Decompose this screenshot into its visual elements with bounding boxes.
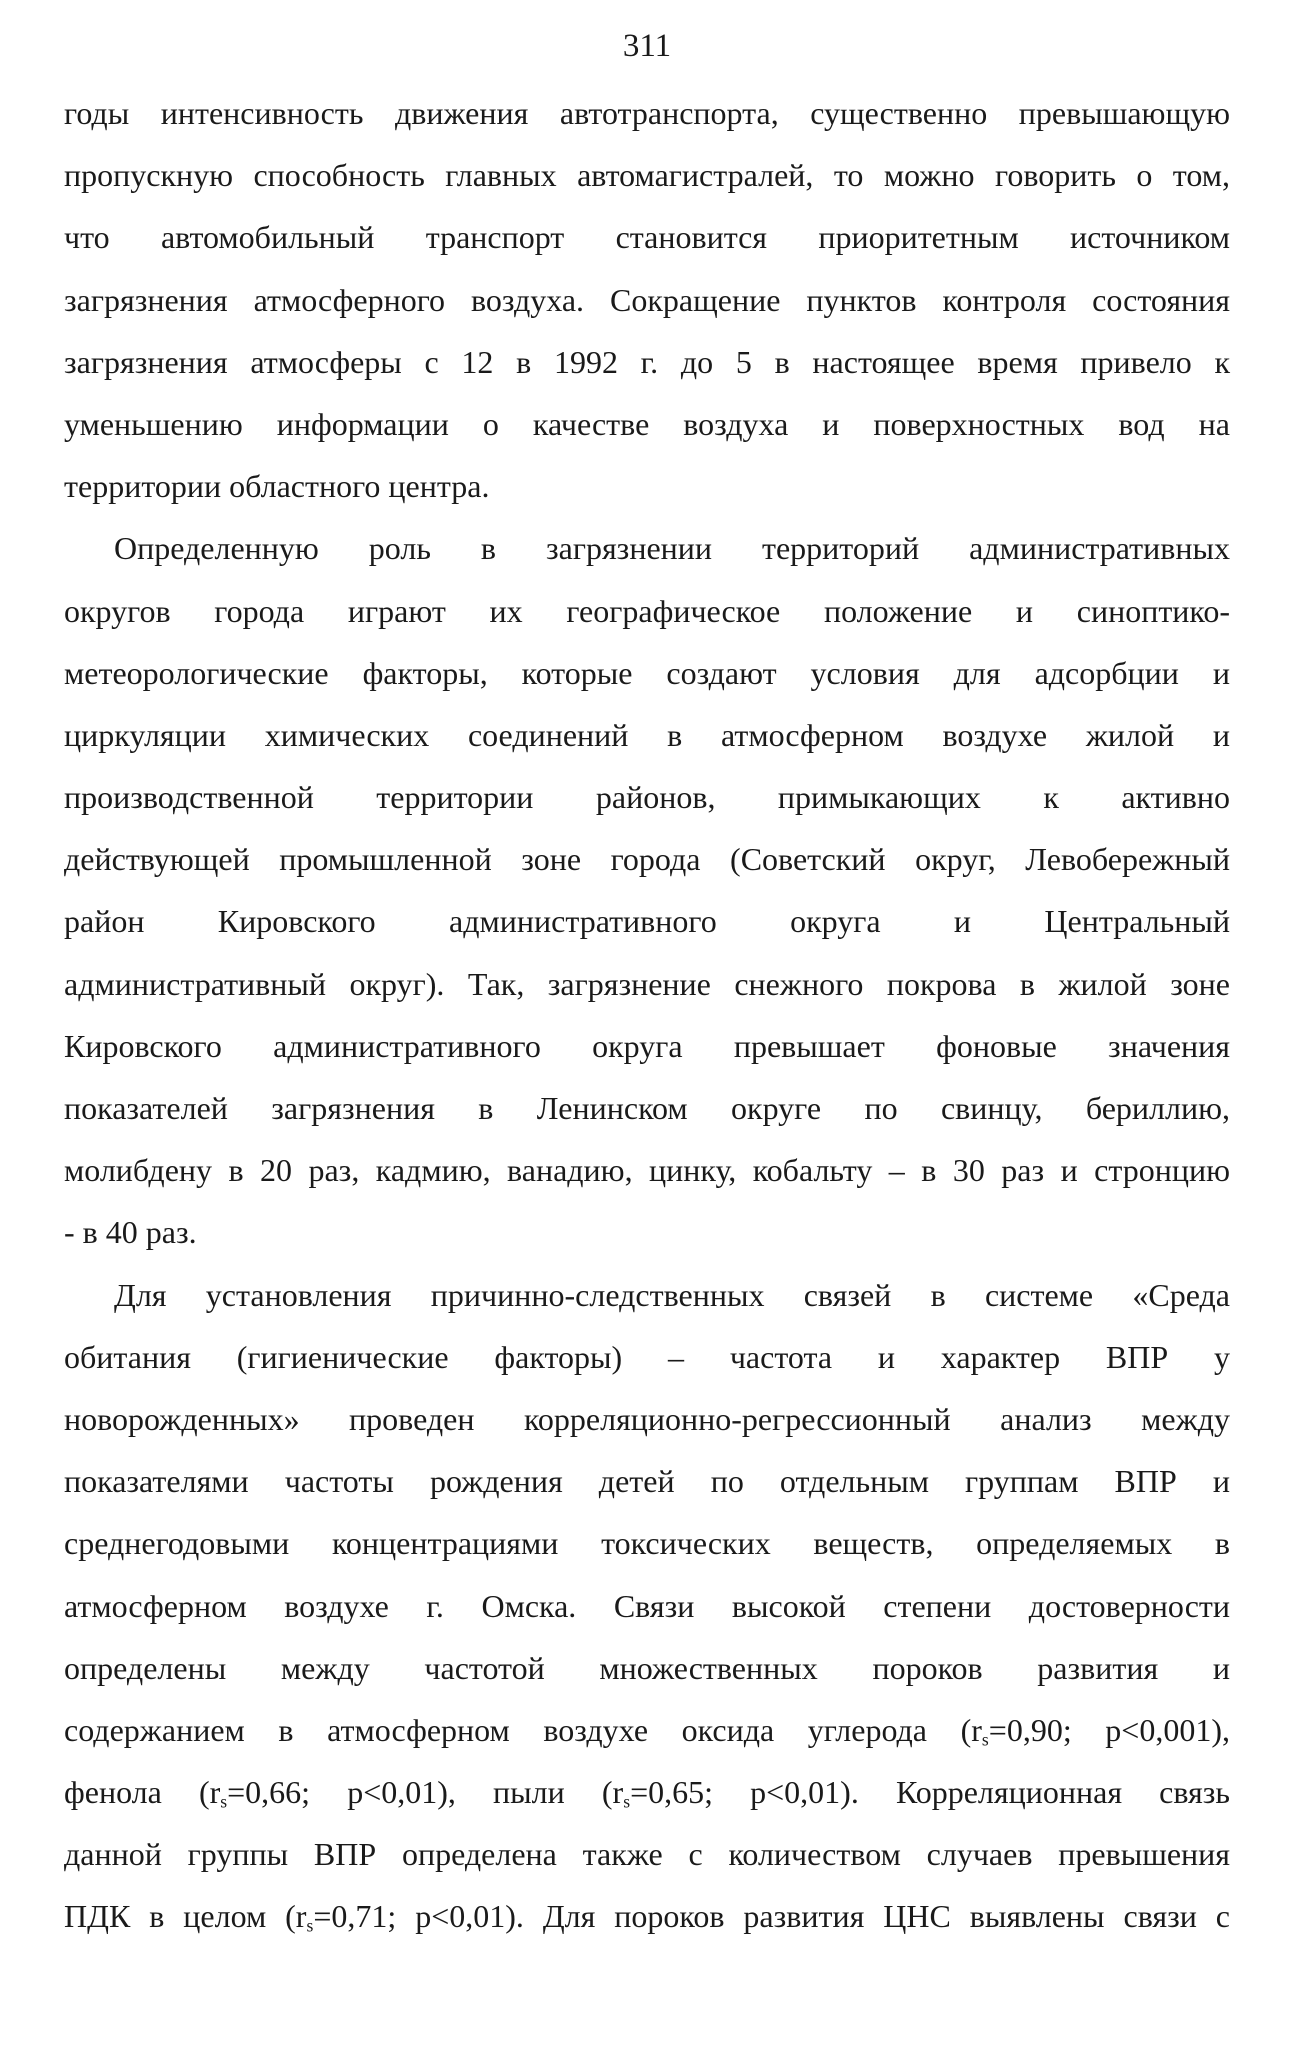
text-line: производственной территории районов, примыкающих к активно (64, 779, 1230, 816)
text-line: район Кировского административного округа и Центральный (64, 903, 1230, 940)
text-line: молибдену в 20 раз, кадмию, ванадию, цинку, кобальту – в 30 раз и стронцию (64, 1152, 1230, 1189)
text-line: новорожденных» проведен корреляционно-регрессионный анализ между (64, 1400, 1230, 1437)
subscript: s (220, 1791, 228, 1812)
text-line: административный округ). Так, загрязнение снежного покрова в жилой зоне (64, 965, 1230, 1002)
text-line: территории областного центра. (64, 468, 490, 505)
text-line: определены между частотой множественных пороков развития и (64, 1649, 1230, 1686)
text-fragment: =0,65; p<0,01). Корреляционная связь (630, 1774, 1231, 1811)
text-line: Для установления причинно-следственных связей в системе «Среда (114, 1276, 1230, 1313)
text-line: что автомобильный транспорт становится приоритетным источником (64, 219, 1230, 256)
text-line-rich (64, 1761, 1230, 1823)
text-fragment: содержанием в атмосферном воздухе оксида углерода (r (64, 1711, 982, 1748)
text-line: годы интенсивность движения автотранспорта, существенно превышающую (64, 95, 1230, 131)
text-line: - в 40 раз. (64, 1214, 197, 1251)
text-line-rich (64, 1699, 1230, 1761)
text-line: уменьшению информации о качестве воздуха и поверхностных вод на (64, 405, 1230, 442)
subscript: s (623, 1791, 631, 1812)
paragraph-3 (64, 1264, 1230, 1948)
text-fragment: =0,90; p<0,001), (988, 1711, 1230, 1748)
text-fragment: данной группы ВПР определена также с количеством случаев превышения (64, 1836, 1230, 1873)
text-line: загрязнения атмосферного воздуха. Сокращение пунктов контроля состояния (64, 281, 1230, 318)
text-line: обитания (гигиенические факторы) – частота и характер ВПР у (64, 1338, 1230, 1375)
text-line: действующей промышленной зоне города (Советский округ, Левобережный (64, 841, 1230, 878)
subscript: s (306, 1915, 314, 1936)
text-line: загрязнения атмосферы с 12 в 1992 г. до 5 в настоящее время привело к (64, 343, 1230, 380)
text-line: циркуляции химических соединений в атмосферном воздухе жилой и (64, 716, 1230, 753)
text-line: атмосферном воздухе г. Омска. Связи высокой степени достоверности (64, 1587, 1230, 1624)
text-line: метеорологические факторы, которые создают условия для адсорбции и (64, 654, 1230, 691)
text-line-rich (64, 1823, 1230, 1885)
text-line: пропускную способность главных автомагистралей, то можно говорить о том, (64, 157, 1230, 194)
text-line: показателями частоты рождения детей по отдельным группам ВПР и (64, 1463, 1230, 1500)
text-line: Определенную роль в загрязнении территорий административных (114, 530, 1230, 567)
text-line-rich (64, 1885, 1230, 1947)
text-fragment: =0,71; p<0,01). Для пороков развития ЦНС выявлены связи с (313, 1898, 1231, 1935)
paragraph-2 (64, 517, 1230, 1263)
text-fragment: ПДК в целом (r (64, 1898, 307, 1935)
text-line: среднегодовыми концентрациями токсических веществ, определяемых в (64, 1525, 1230, 1562)
body-text (64, 82, 1230, 1948)
text-line: показателей загрязнения в Ленинском округе по свинцу, бериллию, (64, 1090, 1230, 1126)
text-fragment: фенола (r (64, 1774, 221, 1811)
page-number: 311 (622, 28, 672, 64)
text-fragment: =0,66; p<0,01), пыли (r (227, 1774, 624, 1811)
text-line: округов города играют их географическое положение и синоптико- (64, 592, 1230, 629)
text-line: Кировского административного округа превышает фоновые значения (64, 1027, 1230, 1064)
subscript: s (981, 1729, 989, 1750)
paragraph-1 (64, 82, 1230, 517)
